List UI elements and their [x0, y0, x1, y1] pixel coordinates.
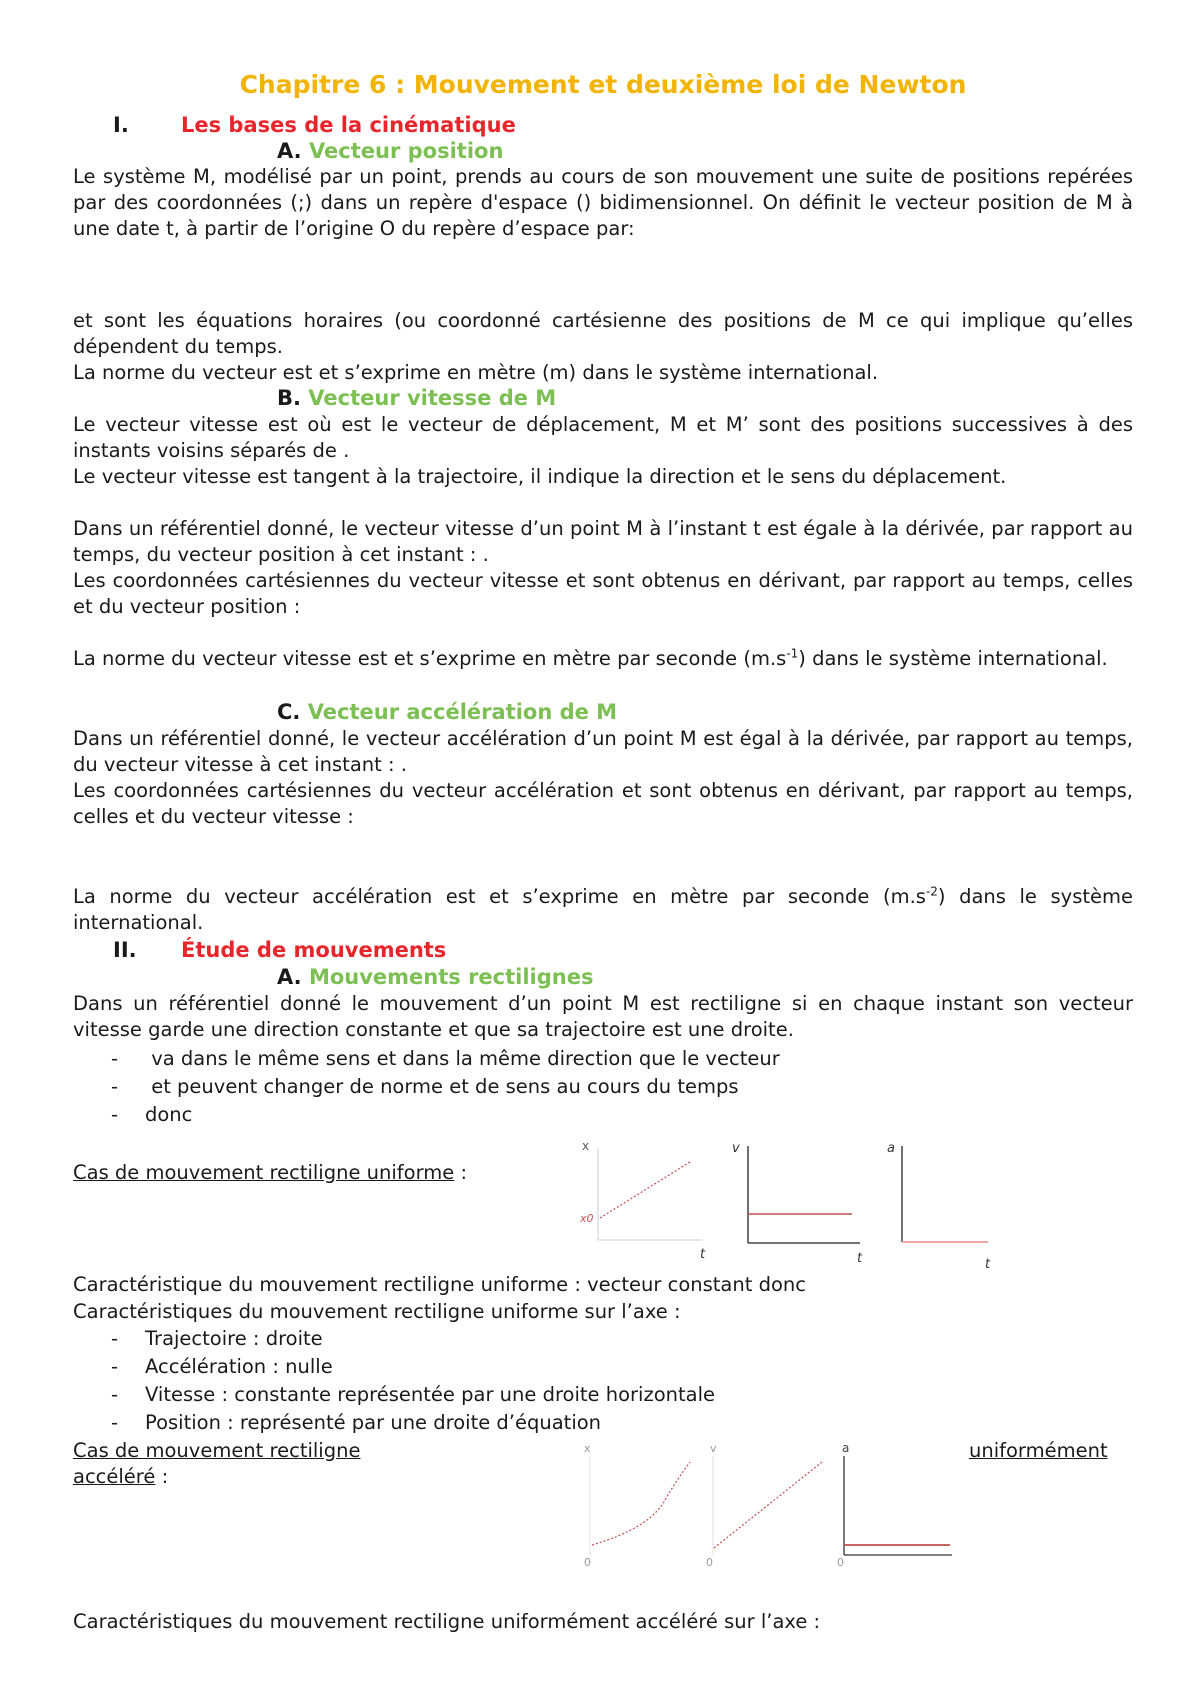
paragraph: Dans un référentiel donné, le vecteur vitesse d’un point M à l’instant t est égale à la dérivée, par rapport au temps, du vecteur position à cet instant : . [73, 517, 1133, 566]
axis-label-v: v [732, 1141, 740, 1156]
subsection-number: C. [277, 700, 301, 724]
list-item: - donc [111, 1103, 193, 1126]
graph-velocity-accelerated [706, 1442, 822, 1569]
section-title: Les bases de la cinématique [181, 113, 516, 137]
axis-label-v: v [710, 1442, 717, 1455]
underlined-label: Cas de mouvement rectiligne uniforme [73, 1161, 455, 1184]
list-item: - et peuvent changer de norme et de sens au cours du temps [111, 1075, 739, 1098]
axis-label-t: t [700, 1247, 706, 1262]
subsection-title: Vecteur accélération de M [307, 700, 618, 724]
axis-label-x: x [584, 1442, 591, 1455]
axis-label-t: t [985, 1257, 991, 1272]
paragraph: Caractéristiques du mouvement rectiligne uniformément accéléré sur l’axe : [73, 1610, 821, 1633]
subsection-number: B. [277, 386, 301, 410]
subsection-title: Vecteur position [308, 139, 504, 163]
section-number: I. [113, 113, 129, 137]
axis-label-x: x [582, 1139, 590, 1153]
x0-label: x0 [580, 1212, 594, 1225]
list-item: - Position : représenté par une droite d’équation [111, 1411, 602, 1434]
subsection-title: Mouvements rectilignes [308, 965, 594, 989]
paragraph: La norme du vecteur est et s’exprime en mètre (m) dans le système international. [73, 361, 879, 384]
position-line [600, 1162, 690, 1218]
superscript: -2 [925, 884, 938, 899]
subsection-title: Vecteur vitesse de M [308, 386, 557, 410]
list-item-text: et peuvent changer de norme et de sens au cours du temps [145, 1075, 739, 1098]
axis-label-a: a [887, 1141, 895, 1156]
subsection-number: A. [277, 139, 302, 163]
list-item: - Vitesse : constante représentée par une droite horizontale [111, 1383, 715, 1406]
text-run: ) dans le système international. [798, 647, 1108, 670]
paragraph: Dans un référentiel donné le mouvement d’un point M est rectiligne si en chaque instant son vecteur vitesse garde une direction constante et que sa trajectoire est une droite. [73, 992, 1133, 1041]
paragraph: Le vecteur vitesse est tangent à la trajectoire, il indique la direction et le sens du déplacement. [73, 465, 1007, 488]
paragraph: Le système M, modélisé par un point, prends au cours de son mouvement une suite de positions repérées par des coordonnées (;) dans un repère d'espace () bidimensionnel. On définit le vecteur position de M à une date t, à partir de l’origine O du repère d’espace par: [73, 165, 1133, 240]
paragraph: Dans un référentiel donné, le vecteur accélération d’un point M est égal à la dérivée, par rapport au temps, du vecteur vitesse à cet instant : . [73, 727, 1133, 776]
paragraph: Le vecteur vitesse est où est le vecteur de déplacement, M et M’ sont des positions successives à des instants voisins séparés de . [73, 413, 1133, 462]
section-number: II. [113, 938, 137, 962]
paragraph: Caractéristique du mouvement rectiligne uniforme : vecteur constant donc [73, 1273, 806, 1296]
section-title: Étude de mouvements [181, 938, 447, 962]
list-item-text: Position : représenté par une droite d’équation [145, 1411, 602, 1434]
text-run: La norme du vecteur vitesse est et s’exprime en mètre par seconde (m.s [73, 647, 787, 670]
list-item: - Trajectoire : droite [111, 1327, 323, 1350]
text-run: La norme du vecteur accélération est et s’exprime en mètre par seconde (m.s [73, 885, 926, 908]
graph-position-uniform [579, 1139, 706, 1262]
graph-velocity-uniform [732, 1141, 863, 1266]
velocity-line [714, 1462, 822, 1548]
underlined-label: uniformément [969, 1439, 1108, 1462]
text-run: ) dans le système international. [73, 885, 1133, 934]
axis-label-a: a [842, 1441, 850, 1455]
label-suffix: : [454, 1161, 468, 1184]
graph-acceleration-uniform [887, 1141, 991, 1272]
list-item-text: va dans le même sens et dans la même direction que le vecteur [145, 1047, 780, 1070]
list-item-text: Vitesse : constante représentée par une droite horizontale [145, 1383, 715, 1406]
origin-label: 0 [706, 1556, 713, 1569]
underlined-label: Cas de mouvement rectiligne [73, 1439, 361, 1462]
graph-position-accelerated [584, 1442, 690, 1569]
list-item: - Accélération : nulle [111, 1355, 333, 1378]
label-suffix: : [155, 1465, 169, 1488]
list-item-text: Accélération : nulle [145, 1355, 333, 1378]
superscript: -1 [786, 646, 799, 661]
origin-label: 0 [584, 1556, 591, 1569]
subsection-number: A. [277, 965, 302, 989]
paragraph: et sont les équations horaires (ou coordonné cartésienne des positions de M ce qui implique qu’elles dépendent du temps. [73, 309, 1133, 358]
page-title: Chapitre 6 : Mouvement et deuxième loi de Newton [239, 70, 967, 99]
paragraph: Les coordonnées cartésiennes du vecteur vitesse et sont obtenus en dérivant, par rapport au temps, celles et du vecteur position : [73, 569, 1133, 618]
graph-acceleration-accelerated [837, 1441, 952, 1569]
position-curve [592, 1462, 690, 1545]
axis-label-t: t [857, 1251, 863, 1266]
list-item-text: Trajectoire : droite [145, 1327, 323, 1350]
list-item: - va dans le même sens et dans la même direction que le vecteur [111, 1047, 780, 1070]
origin-label: 0 [837, 1556, 844, 1569]
list-item-text: donc [145, 1103, 193, 1126]
underlined-label: accéléré [73, 1465, 156, 1488]
paragraph: Caractéristiques du mouvement rectiligne uniforme sur l’axe : [73, 1300, 681, 1323]
paragraph: Les coordonnées cartésiennes du vecteur accélération et sont obtenus en dérivant, par rapport au temps, celles et du vecteur vitesse : [73, 779, 1133, 828]
